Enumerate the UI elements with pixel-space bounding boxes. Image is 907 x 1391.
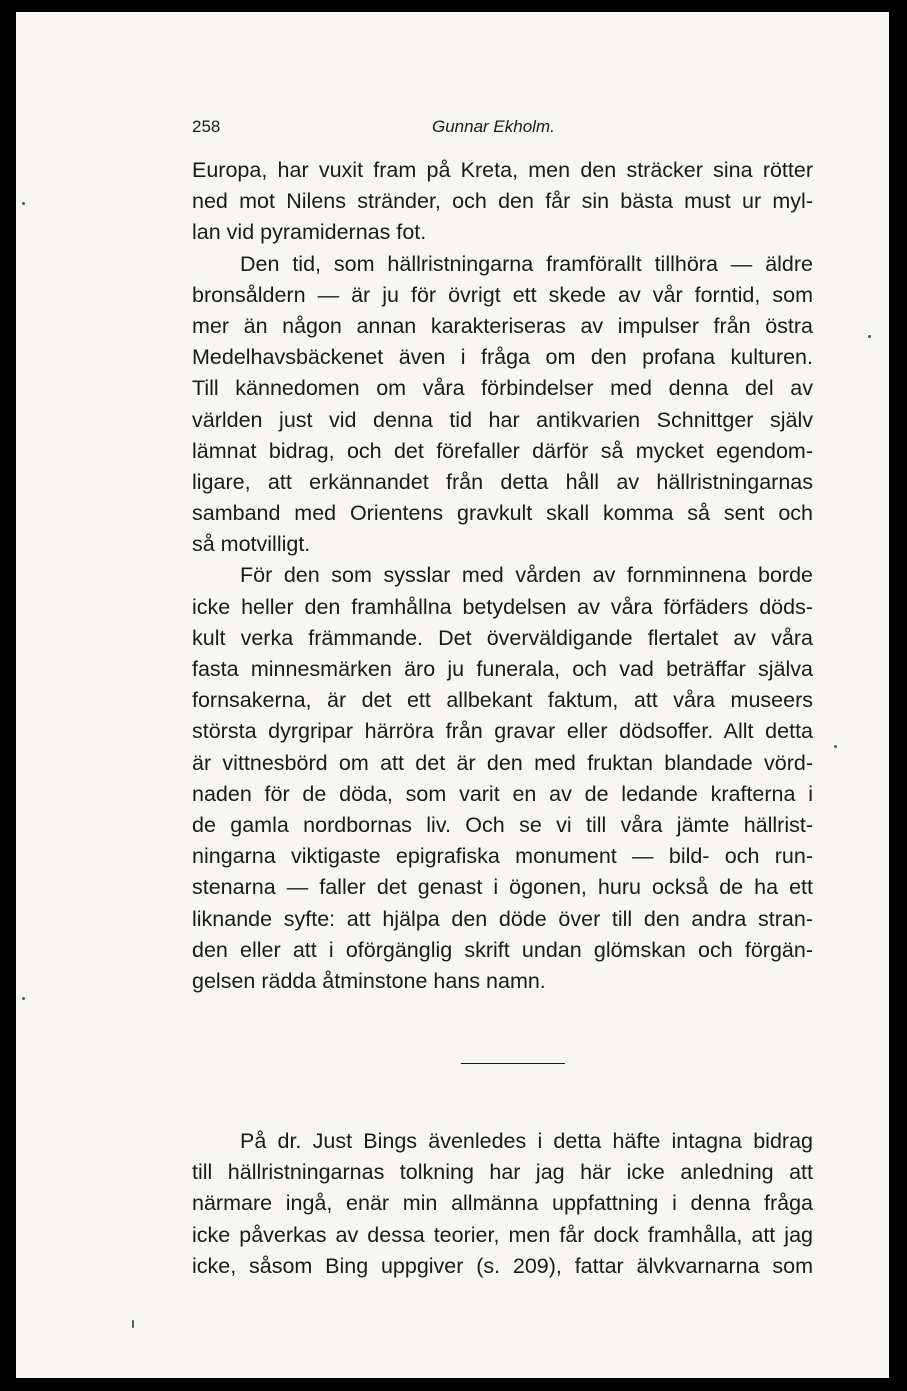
text-line: den eller att i oförgänglig skrift undan glömskan och förgän- — [192, 937, 813, 962]
text-line: bronsåldern — är ju för övrigt ett skede av vår forntid, som — [192, 282, 813, 307]
page-header — [192, 117, 813, 141]
text-line: stenarna — faller det genast i ögonen, huru också de ha ett — [192, 875, 813, 900]
dust-speck — [132, 1320, 134, 1328]
text-line: naden för de döda, som varit en av de ledande krafterna i — [192, 781, 813, 806]
text-line: är vittnesbörd om att det är den med fruktan blandade vörd- — [192, 750, 813, 775]
text-line: mer än någon annan karakteriseras av impulser från östra — [192, 313, 813, 338]
text-line: liknande syfte: att hjälpa den döde över till den andra stran- — [192, 906, 813, 931]
text-line: ned mot Nilens stränder, och den får sin bästa must ur myl- — [192, 189, 813, 214]
text-line: icke påverkas av dessa teorier, men får dock framhålla, att jag — [192, 1222, 813, 1247]
text-line: lan vid pyramidernas fot. — [192, 220, 427, 245]
text-line: gelsen rädda åtminstone hans namn. — [192, 968, 546, 993]
text-line: närmare ingå, enär min allmänna uppfattning i denna fråga — [192, 1191, 813, 1216]
paragraph-2 — [192, 249, 813, 561]
text-line: Den tid, som hällristningarna framförallt tillhöra — äldre — [240, 251, 813, 276]
dust-speck — [22, 202, 25, 205]
text-line: till hällristningarnas tolkning har jag här icke anledning att — [192, 1160, 813, 1185]
dust-speck — [868, 335, 871, 338]
dust-speck — [834, 745, 837, 748]
text-line: de gamla nordbornas liv. Och se vi till våra jämte hällrist- — [192, 812, 813, 837]
text-line: ningarna viktigaste epigrafiska monument — bild- och run- — [192, 844, 813, 869]
dust-speck — [22, 997, 25, 1000]
running-head: Gunnar Ekholm. — [432, 117, 555, 136]
paragraph-4 — [192, 1126, 813, 1282]
text-line: samband med Orientens gravkult skall komma så sent och — [192, 501, 813, 526]
section-divider — [461, 1063, 565, 1064]
page-number: 258 — [192, 117, 221, 136]
paragraph-1 — [192, 155, 813, 249]
text-line: största dyrgripar härröra från gravar eller dödsoffer. Allt detta — [192, 719, 813, 744]
text-line: För den som sysslar med vården av fornminnena borde — [240, 563, 813, 588]
text-line: Till kännedomen om våra förbindelser med denna del av — [192, 376, 813, 401]
text-line: På dr. Just Bings ävenledes i detta häfte intagna bidrag — [240, 1129, 813, 1154]
text-line: icke, såsom Bing uppgiver (s. 209), fattar älvkvarnarna som — [192, 1253, 813, 1278]
text-line: världen just vid denna tid har antikvarien Schnittger själv — [192, 407, 813, 432]
text-line: icke heller den framhållna betydelsen av våra förfäders döds- — [192, 594, 813, 619]
text-line: fornsakerna, är det ett allbekant faktum, att våra museers — [192, 688, 813, 713]
text-line: Medelhavsbäckenet även i fråga om den profana kulturen. — [192, 345, 813, 370]
paragraph-3 — [192, 560, 813, 997]
page-content — [192, 117, 813, 1282]
text-line: kult verka främmande. Det överväldigande flertalet av våra — [192, 625, 813, 650]
text-line: Europa, har vuxit fram på Kreta, men den sträcker sina rötter — [192, 158, 813, 182]
text-line: fasta minnesmärken äro ju funerala, och vad beträffar själva — [192, 657, 813, 681]
text-line: så motvilligt. — [192, 532, 311, 557]
text-line: lämnat bidrag, och det förefaller därför så mycket egendom- — [192, 438, 813, 463]
text-line: ligare, att erkännandet från detta håll av hällristningarnas — [192, 469, 813, 494]
